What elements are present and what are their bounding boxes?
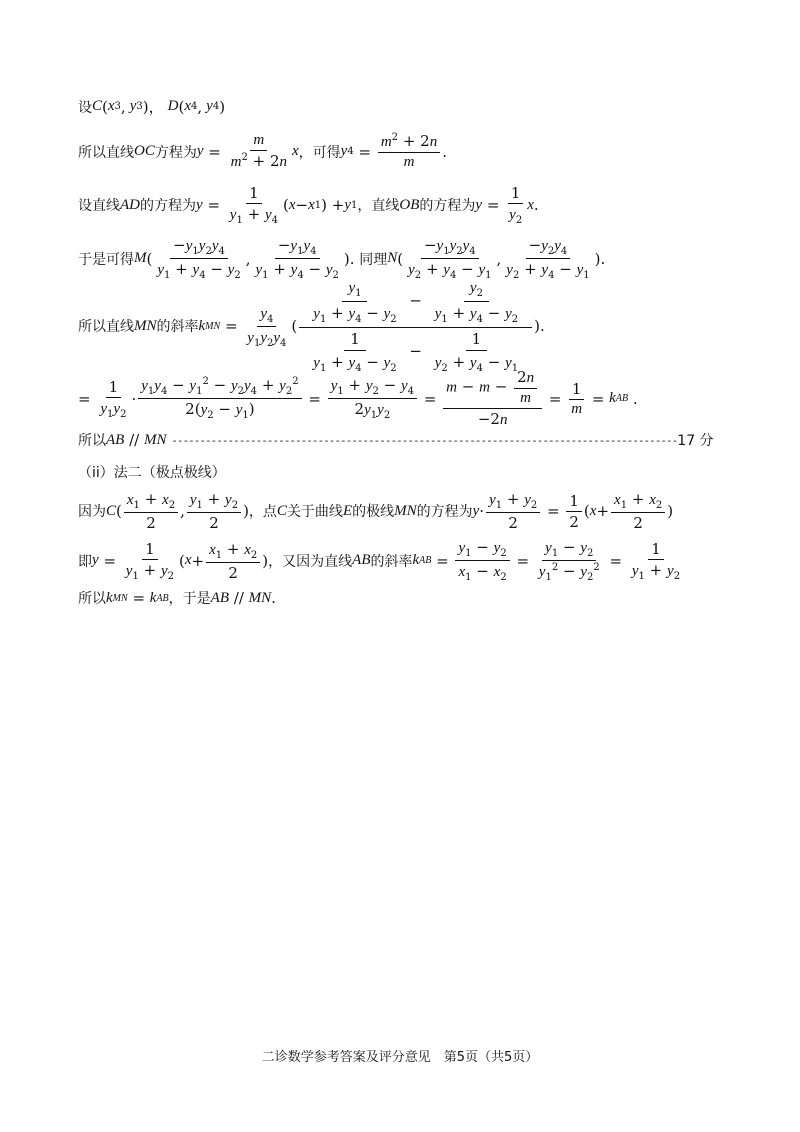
- fraction: m − m − $\frac{2n}{m}$ −2n: [443, 368, 542, 429]
- line-final-conclusion: 所以 k MN = k AB ，于是 AB // MN .: [78, 589, 276, 607]
- fraction: $\frac{1}{2}$: [566, 492, 582, 531]
- line-m-n-points: 于是可得 M ( $\frac{-y_1y_2y_4}{y_1 + y_4 - y_2}$ , $\frac{-y_1y_4}{y_1 + y_4 - y_2}$ ). 同理 N ( $\frac{-y_1y_2y_4}{y_2 + y_4 - y_1}$ , $\frac{-y_2y_4}{y_2 + y_4 - y_1}$ ).: [78, 236, 606, 281]
- fraction: $\frac{-y_1y_2y_4}{y_1 + y_4 - y_2}$: [157, 236, 241, 281]
- fraction: $\frac{1}{y_2}$: [509, 184, 523, 226]
- line-define-cd: 设 C ( x 3 , y 3 )， D ( x 4 , y 4 ): [78, 97, 226, 116]
- fraction: $\frac{y_1 + y_2}{2}$: [187, 490, 241, 532]
- line-polar-equation: 因为 C ( $\frac{x_1 + x_2}{2}$ , $\frac{y_1 + y_2}{2}$ ) ，点 C 关于曲线 E 的极线 MN 的方程为 y · $\frac{y_1 + y_2}{2}$ = $\frac{1}{2}$ ( x + $\frac{x_1 + x_2}{2}$ ): [78, 490, 674, 532]
- line-mn-slope: 所以直线 MN 的斜率 k MN = $\frac{y_4}{y_1y_2y_4}$ ( $\frac{y_1}{y_1 + y_4 - y_2}$ − $\frac{y_2}{y_1 + y_4 - y_2}$ $\frac{1}{y_1 + y_4 - y_2}$ − $\frac{1}{y_2 + y_4 - y_1}$ ).: [78, 280, 545, 374]
- score-leader: ------------------------------------------------------------------------------------------: [171, 433, 678, 447]
- line-conclusion-score: 所以 AB // MN ------------------------------------------------------------------------------------------ 17 分: [78, 431, 714, 449]
- fraction: $\frac{y_1}{y_1 + y_4 - y_2}$ − $\frac{y_2}{y_1 + y_4 - y_2}$ $\frac{1}{y_1 + y_4 - y_2}$ − $\frac{1}{y_2 + y_4 - y_1}$: [299, 278, 532, 374]
- fraction: $\frac{y_1 + y_2 - y_4}{2y_1y_2}$: [328, 376, 417, 421]
- fraction: $\frac{y_1y_4 - y_1^2 - y_2y_4 + y_2^2}{2(y_2 - y_1)}$: [138, 376, 301, 421]
- fraction: $\frac{1}{y_1 + y_2}$: [125, 539, 174, 582]
- fraction: $\frac{1}{y_1y_2}$: [100, 377, 127, 420]
- fraction: $\frac{y_1 - y_2}{x_1 - x_2}$: [455, 538, 509, 583]
- fraction: $\frac{y_4}{y_1y_2y_4}$: [247, 305, 287, 349]
- fraction: $\frac{x_1 + x_2}{2}$: [611, 490, 665, 532]
- fraction: $\frac{-y_1y_2y_4}{y_2 + y_4 - y_1}$: [408, 236, 492, 281]
- fraction: $\frac{-y_1y_4}{y_1 + y_4 - y_2}$: [255, 236, 339, 281]
- fraction: $\frac{1}{y_1 + y_4}$: [229, 184, 278, 226]
- line-method-two-heading: （ii）法二（极点极线）: [78, 465, 226, 481]
- fraction: $\frac{x_1 + x_2}{2}$: [206, 540, 260, 582]
- line-ab-slope: 即 y = $\frac{1}{y_1 + y_2}$ ( x + $\frac{x_1 + x_2}{2}$ ) ，又因为直线 AB 的斜率 k AB = $\frac{y_1 - y_2}{x_1 - x_2}$ = $\frac{y_1 - y_2}{y_1^2 - y_2^2}$ = $\frac{1}{y_1 + y_2}$: [78, 538, 685, 583]
- fraction: $\frac{m}{m^2 + 2n}$: [230, 132, 287, 170]
- line-oc-equation: 所以直线 OC 方程为 y = $\frac{m}{m^2 + 2n}$ x ，可得 y 4 = $\frac{m^2 + 2n}{m}$ .: [78, 132, 447, 170]
- fraction: $\frac{y_1 + y_2}{2}$: [486, 490, 540, 532]
- fraction: $\frac{y_1 - y_2}{y_1^2 - y_2^2}$: [538, 538, 600, 583]
- line-slope-derivation: = $\frac{1}{y_1y_2}$ · $\frac{y_1y_4 - y_1^2 - y_2y_4 + y_2^2}{2(y_2 - y_1)}$ = $\frac{y_1 + y_2 - y_4}{2y_1y_2}$ = m − m − $\frac{2n}{m}$ −2n = $\frac{1}{m}$ = k AB .: [78, 368, 638, 428]
- fraction: $\frac{1}{y_1 + y_2}$: [631, 539, 681, 582]
- line-ad-ob-equation: 设直线 AD 的方程为 y = $\frac{1}{y_1 + y_4}$ ( x − x 1 ) + y 1 ，直线 OB 的方程为 y = $\frac{1}{y_2}$ x .: [78, 184, 539, 226]
- fraction: $\frac{x_1 + x_2}{2}$: [124, 490, 178, 532]
- page-footer: 二诊数学参考答案及评分意见 第5页（共5页）: [261, 1050, 539, 1065]
- fraction: $\frac{m^2 + 2n}{m}$: [378, 132, 440, 171]
- fraction: $\frac{-y_2y_4}{y_2 + y_4 - y_1}$: [506, 236, 590, 281]
- fraction: $\frac{1}{m}$: [568, 380, 585, 418]
